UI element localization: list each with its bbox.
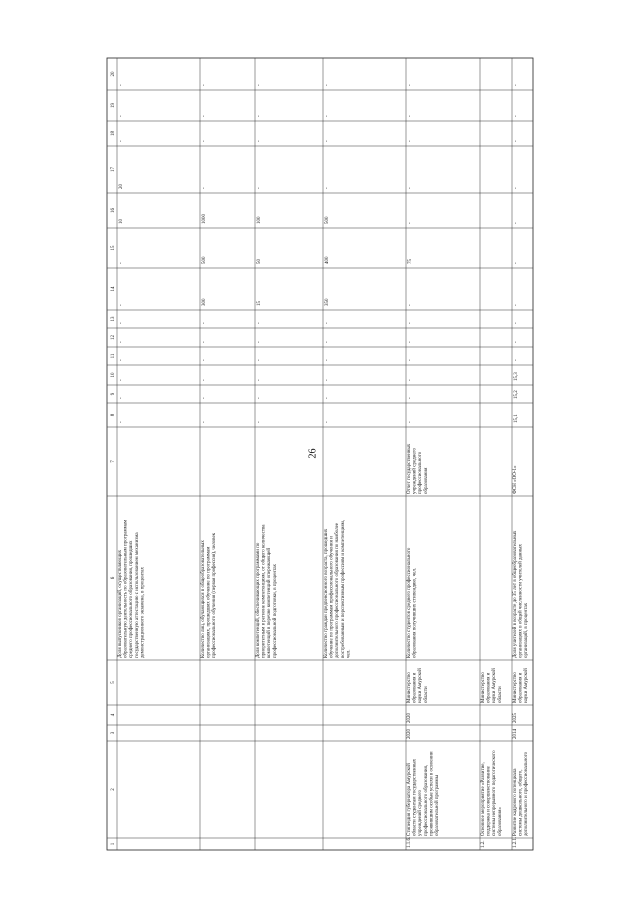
measure-name: учреждений среднего <box>418 790 424 836</box>
indicator: Доля компетенций, обеспечивающих программами по <box>256 542 261 658</box>
table-cell: - <box>408 140 413 142</box>
table-cell: - <box>408 222 413 224</box>
indicator: среднего профессионального образования, прошедших <box>129 540 135 658</box>
table-cell: - <box>257 115 262 117</box>
table-cell: 500 <box>325 216 330 224</box>
column-number: 20 <box>111 71 116 77</box>
table-cell: - <box>408 187 413 189</box>
column-number: 16 <box>111 208 116 213</box>
table-cell: - <box>119 140 124 142</box>
table-cell: - <box>202 421 207 423</box>
row-id: 1.2. <box>481 840 486 848</box>
column-number: 17 <box>111 167 116 172</box>
table-cell: - <box>202 397 207 399</box>
column-number: 14 <box>111 286 116 292</box>
column-number: 3 <box>111 731 116 735</box>
table-cell: - <box>408 359 413 361</box>
indicator: образовательную деятельность по образовательным программам <box>123 519 129 658</box>
data-source: профессионального <box>418 451 424 494</box>
data-source: образования <box>423 467 429 494</box>
table-cell: - <box>325 84 330 86</box>
data-source: учреждений среднего <box>412 448 418 494</box>
table-cell: - <box>408 341 413 343</box>
table-cell: - <box>119 421 124 423</box>
executor: Министерство <box>513 672 518 703</box>
table-cell: - <box>514 341 519 343</box>
table-cell: - <box>119 359 124 361</box>
column-number: 2 <box>111 788 116 791</box>
table-cell: - <box>408 84 413 86</box>
table-cell: - <box>257 379 262 381</box>
executor: Министерство <box>481 672 486 703</box>
measure-name: системы непрерывного педагогического <box>492 750 498 836</box>
table-cell: - <box>325 341 330 343</box>
table-cell: - <box>119 322 124 324</box>
column-number: 4 <box>111 713 116 717</box>
indicator: Количество лиц, обучающихся в общеобразовательных <box>201 540 206 658</box>
end-year: 2020 <box>407 713 412 723</box>
indicator: профессионального обучения (первая профессия), человек <box>212 532 218 658</box>
data-source: ФСН «ОО-1» <box>513 465 518 494</box>
table-cell: - <box>514 262 519 264</box>
table-cell: - <box>514 322 519 324</box>
table-cell: - <box>325 379 330 381</box>
table-cell: - <box>514 140 519 142</box>
measure-name: области студентам государственных <box>412 758 418 836</box>
indicator: Доля выпускников организаций, осуществляющих <box>118 549 123 658</box>
executor: области <box>423 686 429 703</box>
table-cell: - <box>325 322 330 324</box>
table-cell: - <box>325 115 330 117</box>
column-number: 15 <box>111 245 116 251</box>
table-cell: - <box>408 397 413 399</box>
column-number: 8 <box>111 413 116 417</box>
indicator: демонстрационного экзамена, в процентах <box>140 567 146 658</box>
table-cell: - <box>325 359 330 361</box>
indicator: компетенций в перечне компетенций опережающей <box>267 547 273 658</box>
table-cell: - <box>514 359 519 361</box>
indicator: Количество граждан предпенсионного возраста, прошедших <box>324 528 329 658</box>
table-cell: - <box>257 187 262 189</box>
table-cell: - <box>119 304 124 306</box>
row-id: 1.2.1. <box>513 836 518 848</box>
indicator: Доля учителей в возрасте до 35 лет в общеобразовательных <box>513 530 518 658</box>
table-cell: - <box>202 115 207 117</box>
table-cell: - <box>119 84 124 86</box>
table-cell: - <box>257 322 262 324</box>
indicator: организаций, в процентах <box>524 602 530 658</box>
table-border <box>107 58 533 850</box>
column-number: 6 <box>111 576 116 580</box>
table-cell: - <box>202 359 207 361</box>
table-cell: 15 <box>257 301 262 306</box>
executor: образования и <box>518 672 524 703</box>
table-cell: - <box>257 341 262 343</box>
table-cell: - <box>119 397 124 399</box>
column-number: 10 <box>111 372 116 378</box>
start-year: 2014 <box>513 729 518 739</box>
table-cell: - <box>514 115 519 117</box>
table-cell: 1000 <box>202 214 207 224</box>
table-cell: 10 <box>119 219 124 224</box>
table-cell: - <box>257 140 262 142</box>
column-number: 5 <box>111 681 116 684</box>
measure-name: Стипендия губернатора Амурской <box>407 763 412 836</box>
page-number: 26 <box>307 448 319 459</box>
measure-name: проявившим особые успехи в освоении <box>429 751 435 836</box>
table-cell: - <box>408 115 413 117</box>
measure-name: профессионального образования, <box>423 764 429 836</box>
table-cell: - <box>202 341 207 343</box>
table-cell: - <box>325 397 330 399</box>
table-cell: - <box>257 359 262 361</box>
table-cell: - <box>408 421 413 423</box>
executor: Министерство <box>407 672 412 703</box>
table-cell: - <box>202 84 207 86</box>
table-cell: - <box>325 140 330 142</box>
column-number: 9 <box>111 392 116 396</box>
column-number: 13 <box>111 316 116 322</box>
column-number: 11 <box>111 353 116 359</box>
table-cell: - <box>514 304 519 306</box>
table-cell: 15,3 <box>514 372 519 381</box>
table-cell: 50 <box>257 259 262 264</box>
table-cell: - <box>202 187 207 189</box>
table-cell: - <box>325 421 330 423</box>
table-cell: - <box>408 304 413 306</box>
column-number: 19 <box>111 103 116 108</box>
indicator: образования получивших стипендию, чел. <box>412 567 418 658</box>
table-cell: - <box>257 421 262 423</box>
indicator: обучение по программам профессионального обучения и <box>329 536 335 658</box>
table-cell: - <box>119 379 124 381</box>
indicator: государственную аттестацию с использованием механизма <box>134 532 140 658</box>
column-number: 1 <box>111 842 116 846</box>
table-cell: - <box>514 84 519 86</box>
column-number: 18 <box>111 131 116 136</box>
executor: науки Амурской <box>492 668 498 703</box>
executor: науки Амурской <box>418 668 424 703</box>
indicator: профессиональной подготовки, в процентах <box>272 563 278 658</box>
measure-name: Основное мероприятие «Развитие, <box>481 762 486 836</box>
executor: образования и <box>412 672 418 703</box>
measure-name: дополнительного и профессионального <box>524 751 530 836</box>
column-number: 7 <box>111 460 116 463</box>
table-cell: 20 <box>119 184 124 189</box>
table-cell: - <box>514 222 519 224</box>
indicator: востребованным и перспективным профессиям и компетенциям, <box>340 519 346 658</box>
indicator: чел. <box>346 649 352 658</box>
table-cell: 15,1 <box>514 414 519 423</box>
table-cell: - <box>119 115 124 117</box>
end-year: 2025 <box>513 713 518 723</box>
table-cell: - <box>514 187 519 189</box>
start-year: 2020 <box>407 729 412 739</box>
table-cell: - <box>257 84 262 86</box>
measure-name: поддержка и совершенствование <box>486 766 492 836</box>
table-cell: - <box>408 379 413 381</box>
table-cell: - <box>325 187 330 189</box>
table-cell: 400 <box>325 256 330 264</box>
indicator: приоритетным в регионе компетенциям, от общего количества <box>261 524 267 658</box>
executor: области <box>497 686 503 703</box>
table-cell: - <box>257 397 262 399</box>
table-cell: - <box>119 262 124 264</box>
executor: науки Амурской <box>524 668 530 703</box>
table-cell: - <box>202 379 207 381</box>
table-cell: 300 <box>202 298 207 306</box>
measure-name: Развитие кадрового потенциала <box>513 768 518 836</box>
table-cell: 100 <box>257 216 262 224</box>
executor: образования и <box>486 672 492 703</box>
indicator: дополнительного профессионального образования по наиболее <box>335 522 341 658</box>
measure-name: образовательной программы <box>435 774 440 836</box>
table-cell: - <box>119 341 124 343</box>
table-cell: - <box>202 140 207 142</box>
table-cell: - <box>202 322 207 324</box>
indicator: организациях в общей численности учителей данных <box>518 543 524 658</box>
table-cell: 15,2 <box>514 390 519 399</box>
row-id: 1.1.6. <box>407 836 412 848</box>
table-cell: 75 <box>408 259 413 264</box>
table-cell: - <box>408 322 413 324</box>
data-source: Отчет государственных <box>407 443 412 494</box>
table-cell: 350 <box>325 298 330 306</box>
measure-name: системы дошкольного, общего, <box>518 769 524 836</box>
column-number: 12 <box>111 335 116 340</box>
indicator: организациях, прошедших обучение по программам <box>206 546 212 658</box>
measure-name: образования» <box>497 807 503 836</box>
table-cell: 500 <box>202 256 207 264</box>
indicator: Количество студентов среднего профессионального <box>407 547 412 658</box>
